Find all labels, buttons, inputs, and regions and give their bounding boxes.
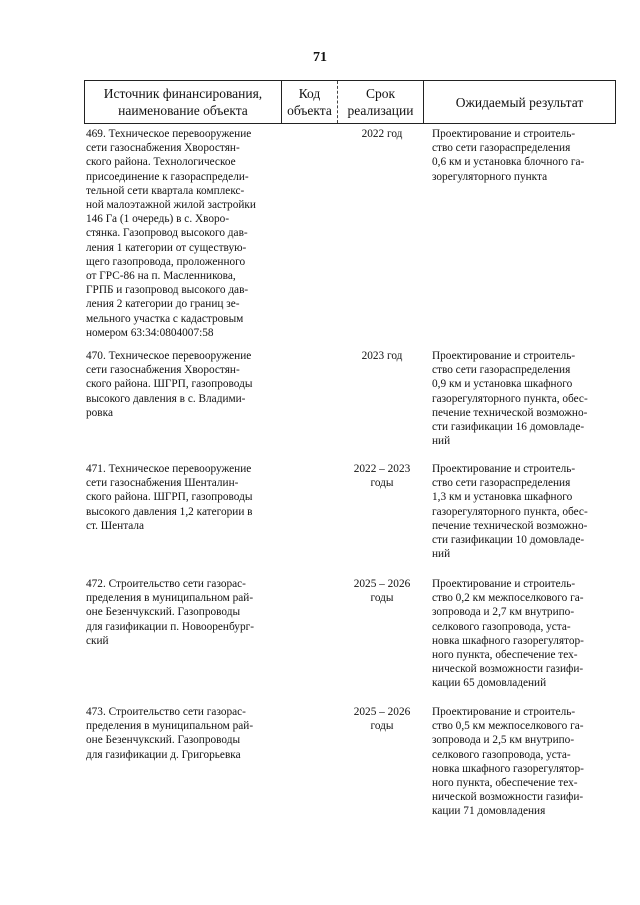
name-line: 469. Техническое перевооружение	[86, 128, 252, 140]
result-line: печение технической возможно-	[432, 519, 588, 532]
name-line: высокого давления в с. Владими-	[86, 392, 246, 405]
name-line: для газификации п. Новооренбург-	[86, 620, 254, 633]
term-cell	[340, 705, 424, 733]
result-line: селкового газопровода, уста-	[432, 620, 571, 633]
result-line: Проектирование и строитель-	[432, 578, 576, 590]
header-term-line2: реализации	[347, 103, 414, 118]
result-line: селкового газопровода, уста-	[432, 748, 571, 761]
term-line: годы	[370, 720, 394, 733]
result-line: Проектирование и строитель-	[432, 128, 576, 140]
name-line: 471. Техническое перевооружение	[86, 463, 252, 475]
result-line: печение технической возможно-	[432, 406, 588, 419]
result-line: зопровода и 2,7 км внутрипо-	[432, 606, 575, 619]
page-number: 71	[313, 50, 327, 65]
header-code-line2: объекта	[287, 103, 332, 118]
name-line: ления 1 категории от существую-	[86, 241, 247, 254]
name-line: 470. Техническое перевооружение	[86, 350, 252, 362]
header-source-line1: Источник финансирования,	[103, 86, 263, 101]
name-line: номером 63:34:0804007:58	[86, 326, 214, 339]
name-line: ной малоэтажной жилой застройки	[86, 199, 256, 212]
name-line: ГРПБ и газопровод высокого дав-	[86, 284, 249, 297]
result-line: зорегуляторного пункта	[432, 170, 548, 183]
result-line: новка шкафного газорегулятор-	[432, 762, 584, 775]
term-line: годы	[370, 477, 394, 490]
result-line: газорегуляторного пункта, обес-	[432, 392, 588, 405]
result-line: кации 71 домовладения	[432, 805, 546, 818]
result-line: сти газификации 10 домовладе-	[432, 534, 585, 547]
result-line: ство сети газораспределения	[432, 142, 571, 155]
name-line: мельного участка с кадастровым	[86, 312, 244, 325]
object-name-cell	[86, 462, 272, 533]
result-line: ство 0,2 км межпоселкового га-	[432, 592, 584, 605]
header-term-line1: Срок	[365, 86, 396, 101]
name-line: щего газопровода, проложенного	[86, 255, 246, 268]
term-cell	[340, 462, 424, 490]
object-name-cell	[86, 127, 272, 340]
result-cell	[432, 705, 604, 819]
term-line: 2023 год	[361, 350, 403, 362]
table-header	[84, 80, 616, 124]
result-line: нической возможности газифи-	[432, 663, 584, 676]
term-cell	[340, 349, 424, 363]
result-line: зопровода и 2,5 км внутрипо-	[432, 734, 575, 747]
header-result	[424, 81, 615, 123]
name-line: оне Безенчукский. Газопроводы	[86, 606, 241, 619]
name-line: ского района. ШГРП, газопроводы	[86, 378, 253, 391]
result-line: газорегуляторного пункта, обес-	[432, 505, 588, 518]
object-name-cell	[86, 349, 272, 420]
term-line: 2025 – 2026	[353, 578, 411, 590]
header-source	[85, 81, 282, 123]
term-line: годы	[370, 592, 394, 605]
name-line: ст. Шентала	[86, 519, 145, 532]
name-line: сети газоснабжения Хворостян-	[86, 142, 240, 155]
name-line: стянка. Газопровод высокого дав-	[86, 227, 248, 240]
term-cell	[340, 577, 424, 605]
name-line: для газификации д. Григорьевка	[86, 748, 241, 761]
result-line: ний	[432, 548, 451, 561]
result-line: Проектирование и строитель-	[432, 706, 576, 718]
name-line: присоединение к газораспредели-	[86, 170, 249, 183]
name-line: пределения в муниципальном рай-	[86, 592, 254, 605]
term-line: 2022 год	[361, 128, 403, 140]
result-line: Проектирование и строитель-	[432, 350, 576, 362]
result-cell	[432, 127, 604, 184]
header-result-label: Ожидаемый результат	[455, 94, 584, 110]
header-term	[338, 81, 424, 123]
result-line: ного пункта, обеспечение тех-	[432, 777, 578, 790]
header-source-line2: наименование объекта	[118, 103, 248, 118]
name-line: ский	[86, 634, 109, 647]
result-line: ний	[432, 435, 451, 448]
result-line: ство сети газораспределения	[432, 477, 571, 490]
result-line: Проектирование и строитель-	[432, 463, 576, 475]
name-line: высокого давления 1,2 категории в	[86, 505, 253, 518]
result-line: ство 0,5 км межпоселкового га-	[432, 720, 584, 733]
name-line: ровка	[86, 406, 113, 419]
result-line: ство сети газораспределения	[432, 364, 571, 377]
name-line: пределения в муниципальном рай-	[86, 720, 254, 733]
name-line: 473. Строительство сети газорас-	[86, 706, 246, 718]
name-line: сети газоснабжения Хворостян-	[86, 364, 240, 377]
object-name-cell	[86, 577, 272, 648]
term-line: 2025 – 2026	[353, 706, 411, 718]
result-line: сти газификации 16 домовладе-	[432, 421, 585, 434]
name-line: 472. Строительство сети газорас-	[86, 578, 246, 590]
header-code	[282, 81, 338, 123]
result-cell	[432, 577, 604, 691]
term-cell	[340, 127, 424, 141]
name-line: ского района. ШГРП, газопроводы	[86, 491, 253, 504]
name-line: оне Безенчукский. Газопроводы	[86, 734, 241, 747]
result-line: нической возможности газифи-	[432, 791, 584, 804]
result-line: кации 65 домовладений	[432, 677, 547, 690]
name-line: ского района. Технологическое	[86, 156, 236, 169]
result-cell	[432, 462, 604, 561]
term-line: 2022 – 2023	[353, 463, 411, 475]
result-line: ного пункта, обеспечение тех-	[432, 649, 578, 662]
name-line: тельной сети квартала комплекс-	[86, 184, 245, 197]
name-line: 146 Га (1 очередь) в с. Хворо-	[86, 213, 230, 226]
name-line: от ГРС-86 на п. Масленникова,	[86, 270, 236, 283]
result-line: 0,9 км и установка шкафного	[432, 378, 573, 391]
header-code-line1: Код	[298, 86, 321, 101]
name-line: сети газоснабжения Шенталин-	[86, 477, 239, 490]
result-line: 1,3 км и установка шкафного	[432, 491, 573, 504]
object-name-cell	[86, 705, 272, 762]
name-line: ления 2 категории до границ зе-	[86, 298, 240, 311]
result-cell	[432, 349, 604, 448]
result-line: 0,6 км и установка блочного га-	[432, 156, 585, 169]
result-line: новка шкафного газорегулятор-	[432, 634, 584, 647]
